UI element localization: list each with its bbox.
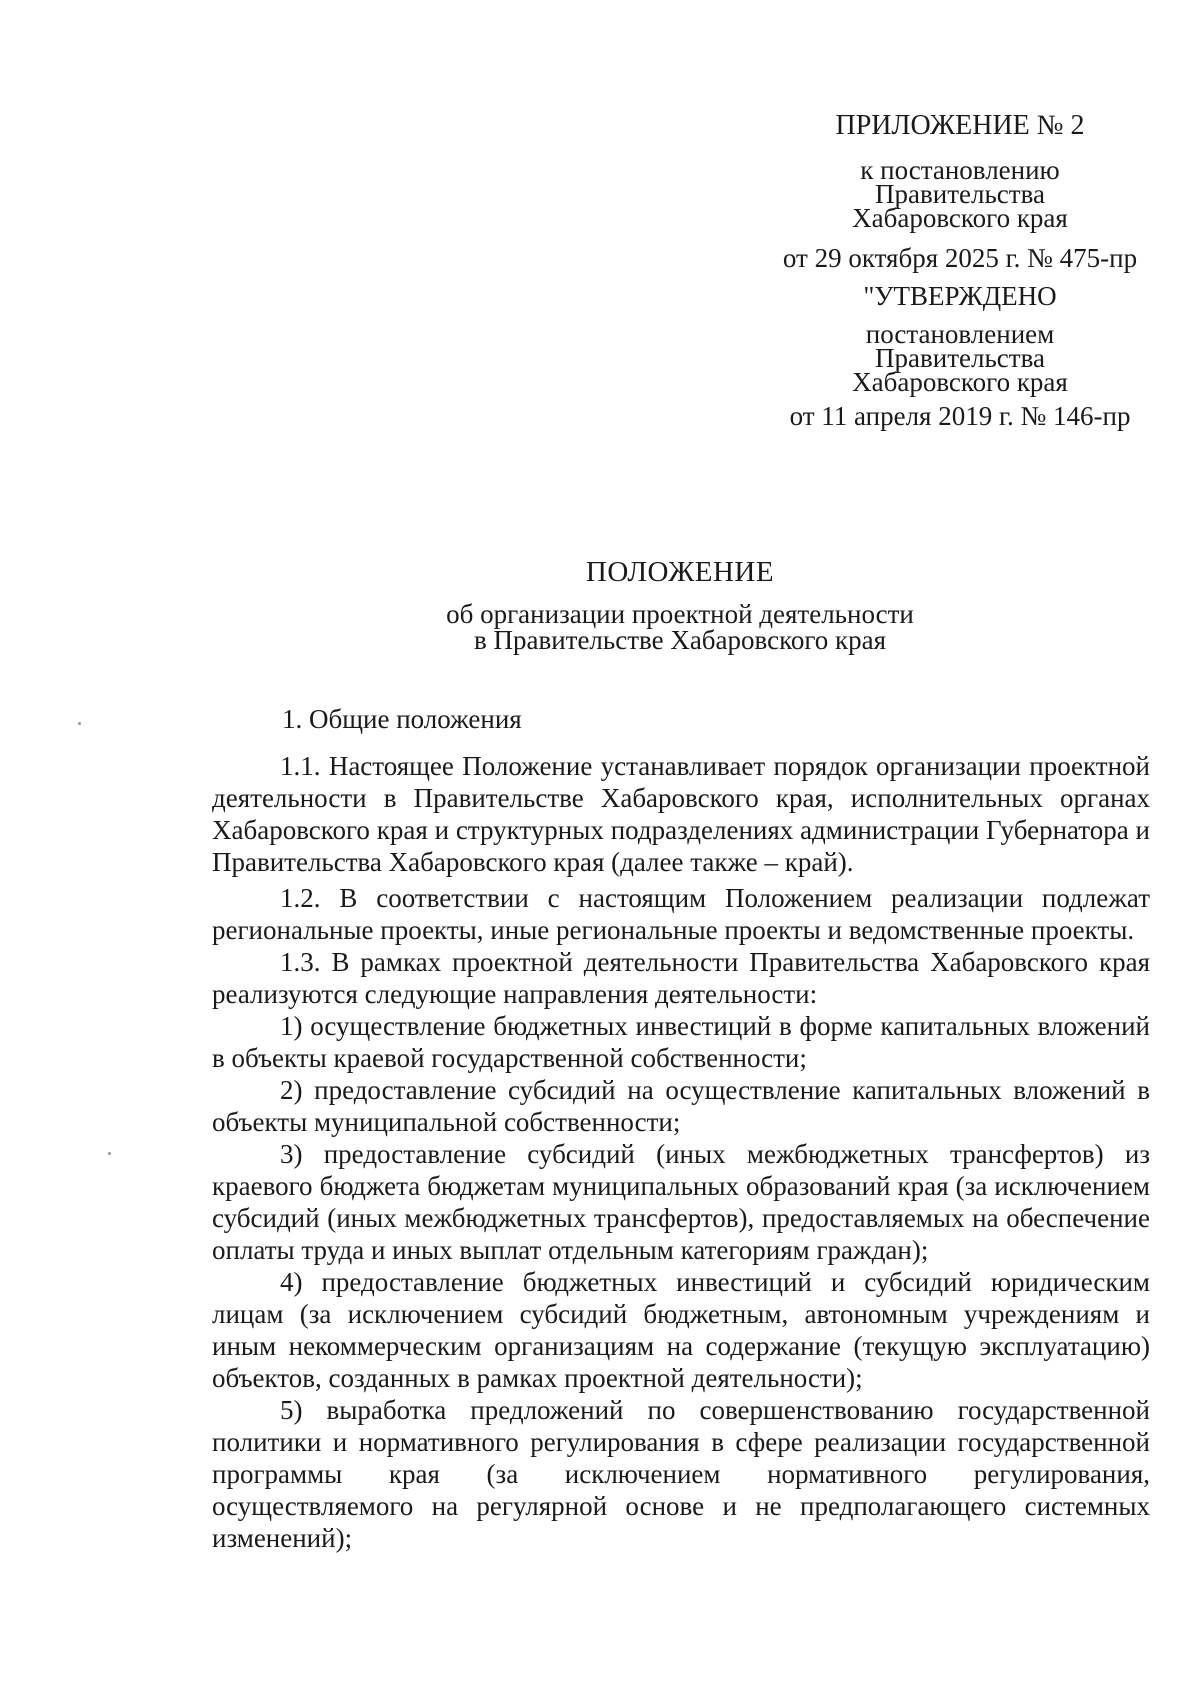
appendix-title: ПРИЛОЖЕНИЕ № 2 [835,110,1085,141]
document-subtitle-line-2: в Правительстве Хабаровского края [473,625,887,655]
paragraph-text: 1.3. В рамках проектной деятельности Правительства Хабаровского края реализуются следующие направления деятельности: [212,947,1150,1009]
header-line-date-number-2: от 11 апреля 2019 г. № 146-пр [789,401,1131,431]
header-line-to-resolution: к постановлению [860,155,1060,185]
scan-speck [78,722,81,725]
header-line-region: Хабаровского края [852,203,1068,233]
header-line-by-resolution: постановлением [865,319,1055,349]
header-line-date-number: от 29 октября 2025 г. № 475-пр [782,243,1138,273]
header-line-approved: "УТВЕРЖДЕНО [863,281,1057,311]
header-line-government-2: Правительства [875,343,1045,373]
list-item-1 [212,1010,1150,1074]
header-line-government: Правительства [875,179,1045,209]
list-item-3 [212,1138,1150,1266]
paragraph-1-2 [212,882,1150,946]
paragraph-text: 1) осуществление бюджетных инвестиций в форме капитальных вложений в объекты краевой государственной собственности; [212,1011,1150,1073]
document-title: ПОЛОЖЕНИЕ [585,556,775,588]
paragraph-1-1 [212,750,1150,878]
paragraph-1-3 [212,946,1150,1010]
list-item-2 [212,1074,1150,1138]
paragraph-text: 1.1. Настоящее Положение устанавливает порядок организации проектной деятельности в Правительстве Хабаровского края, исполнительных органах Хабаровского края и структурных подразделениях администрации Губернатора и Правительства Хабаровского края (далее также – край). [212,751,1150,877]
document-subtitle-line-1: об организации проектной деятельности [446,599,914,629]
section-heading: 1. Общие положения [282,704,522,734]
paragraph-text: 1.2. В соответствии с настоящим Положением реализации подлежат региональные проекты, иные региональные проекты и ведомственные проекты. [212,883,1150,945]
paragraph-text: 2) предоставление субсидий на осуществление капитальных вложений в объекты муниципальной собственности; [212,1075,1150,1137]
list-item-4 [212,1266,1150,1394]
header-line-region-2: Хабаровского края [852,367,1068,397]
paragraph-text: 4) предоставление бюджетных инвестиций и субсидий юридическим лицам (за исключением субсидий бюджетным, автономным учреждениям и иным некоммерческим организациям на содержание (текущую эксплуатацию) объектов, созданных в рамках проектной деятельности); [212,1267,1150,1393]
paragraph-text: 3) предоставление субсидий (иных межбюджетных трансфертов) из краевого бюджета бюджетам муниципальных образований края (за исключением субсидий (иных межбюджетных трансфертов), предоставляемых на обеспечение оплаты труда и иных выплат отдельным категориям граждан); [212,1139,1150,1265]
list-item-5 [212,1394,1150,1554]
scan-speck [108,1152,111,1155]
paragraph-text: 5) выработка предложений по совершенствованию государственной политики и нормативного регулирования в сфере реализации государственной программы края (за исключением нормативного регулирования, осуществляемого на регулярной основе и не предполагающего системных изменений); [212,1395,1150,1553]
